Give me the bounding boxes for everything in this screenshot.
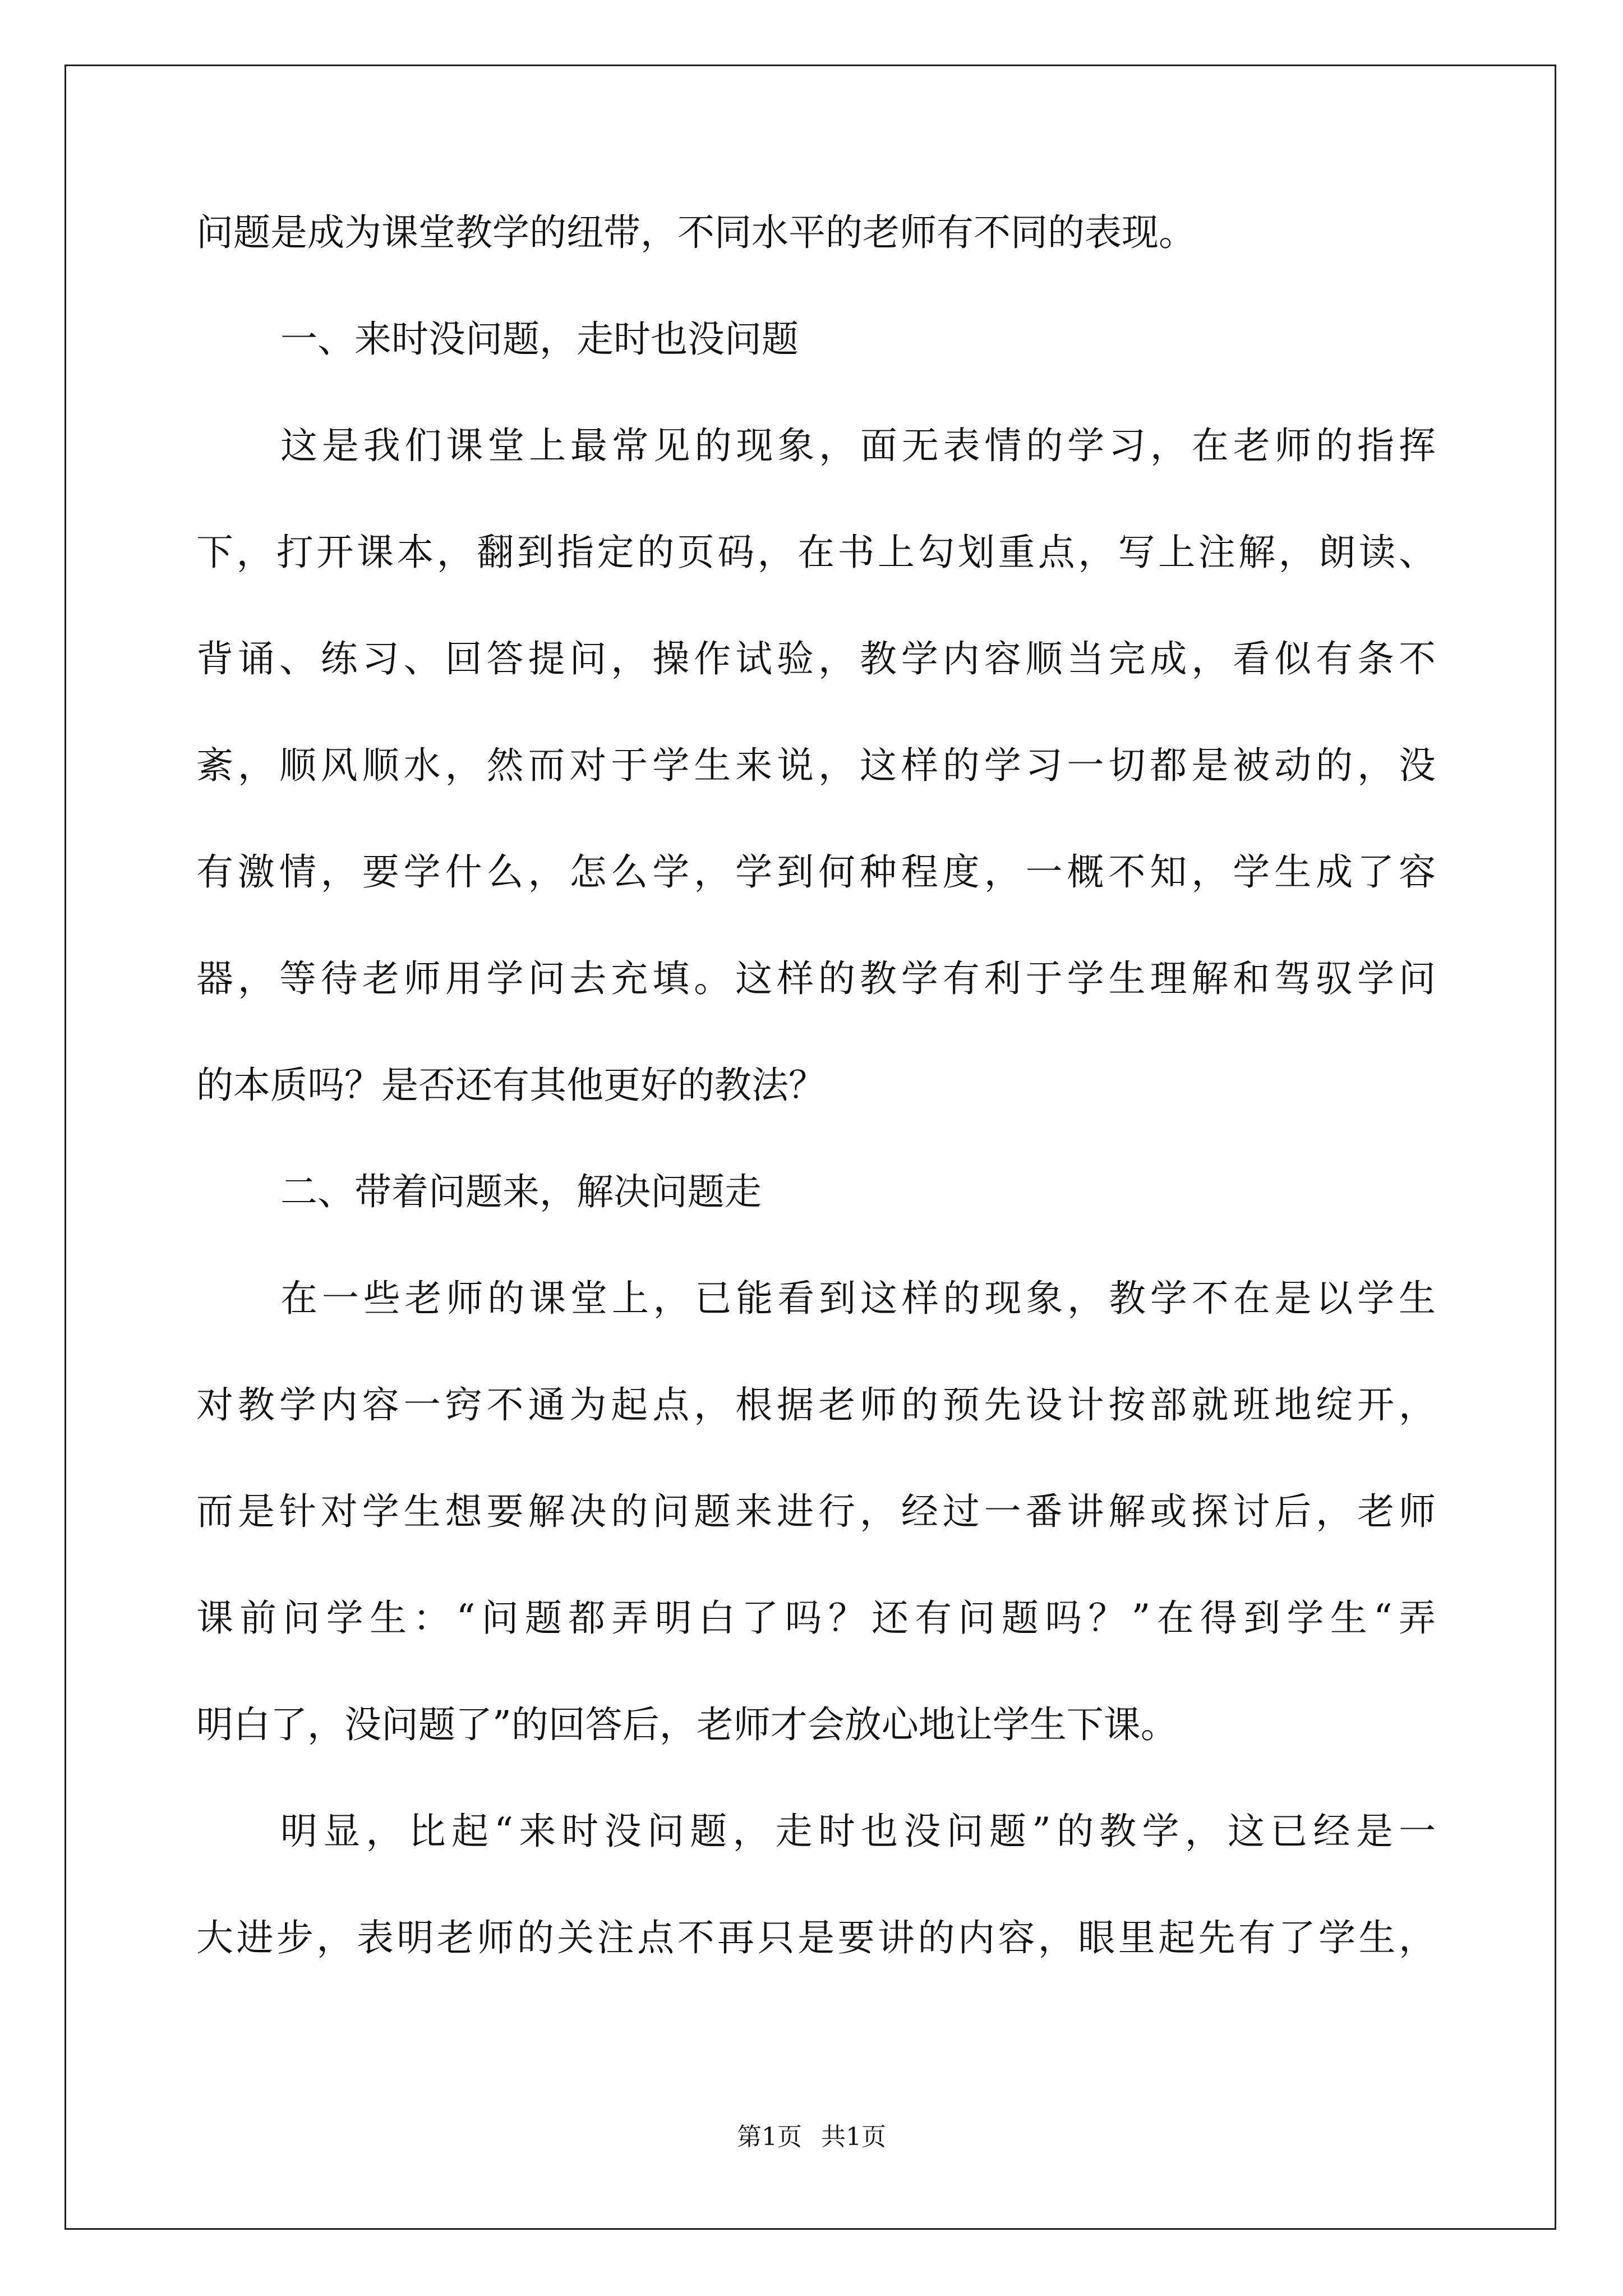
page-number-current: 第1页 [737,2123,802,2151]
section-heading-two: 二、带着问题来，解决问题走 [280,1170,762,1213]
paragraph-line: 背诵、练习、回答提问，操作试验，教学内容顺当完成，看似有条不 [196,637,1436,680]
page-footer [0,2120,1623,2154]
paragraph-line: 对教学内容一窍不通为起点，根据老师的预先设计按部就班地绽开， [196,1383,1436,1427]
paragraph-line: 的本质吗？是否还有其他更好的教法？ [196,1064,826,1107]
paragraph-line: 而是针对学生想要解决的问题来进行，经过一番讲解或探讨后，老师 [196,1490,1436,1533]
paragraph-line: 有激情，要学什么，怎么学，学到何种程度，一概不知，学生成了容 [196,850,1436,894]
paragraph-line: 器，等待老师用学问去充填。这样的教学有利于学生理解和驾驭学问 [196,957,1436,1000]
paragraph-line: 明白了，没问题了”的回答后，老师才会放心地让学生下课。 [196,1703,1178,1746]
paragraph-line: 紊，顺风顺水，然而对于学生来说，这样的学习一切都是被动的，没 [196,744,1436,787]
page-number-total: 共1页 [821,2123,886,2151]
paragraph-line: 明显，比起“来时没问题，走时也没问题”的教学，这已经是一 [280,1810,1436,1853]
page-border [64,65,1556,2230]
section-heading-one: 一、来时没问题，走时也没问题 [280,318,799,361]
paragraph-line: 在一些老师的课堂上，已能看到这样的现象，教学不在是以学生 [280,1277,1436,1320]
paragraph-line: 课前问学生：“问题都弄明白了吗？还有问题吗？”在得到学生“弄 [196,1596,1436,1640]
paragraph-line: 大进步，表明老师的关注点不再只是要讲的内容，眼里起先有了学生， [196,1916,1436,1959]
paragraph-intro-line: 问题是成为课堂教学的纽带，不同水平的老师有不同的表现。 [196,211,1196,254]
paragraph-line: 这是我们课堂上最常见的现象，面无表情的学习，在老师的指挥 [280,424,1436,467]
paragraph-line: 下，打开课本，翻到指定的页码，在书上勾划重点，写上注解，朗读、 [196,531,1436,574]
